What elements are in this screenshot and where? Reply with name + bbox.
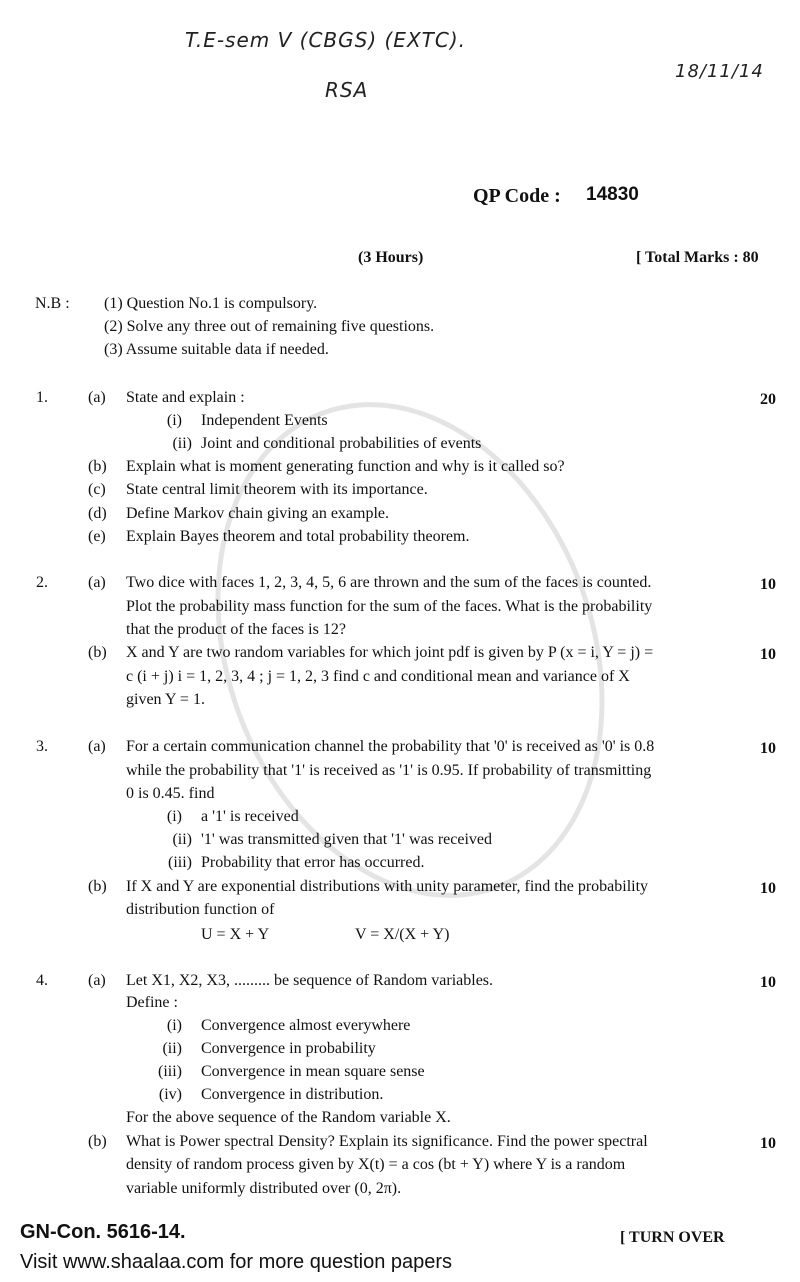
roman-label: (iv)	[158, 1086, 182, 1103]
question-text: For the above sequence of the Random variable X.	[126, 1109, 451, 1126]
sub-label: (c)	[88, 481, 106, 498]
marks: 10	[760, 740, 776, 757]
nb-item: (3) Assume suitable data if needed.	[104, 341, 329, 358]
question-text: Plot the probability mass function for the sum of the faces. What is the probability	[126, 598, 653, 615]
marks: 10	[760, 646, 776, 663]
question-number: 1.	[36, 389, 48, 406]
question-text: Define :	[126, 994, 178, 1011]
total-marks: [ Total Marks : 80	[636, 249, 759, 266]
question-text: density of random process given by X(t) = a cos (bt + Y) where Y is a random	[126, 1156, 626, 1173]
marks: 10	[760, 974, 776, 991]
footer-code: GN-Con. 5616-14.	[20, 1221, 186, 1243]
question-number: 4.	[36, 972, 48, 989]
question-text: Convergence in distribution.	[201, 1086, 384, 1103]
question-text: Joint and conditional probabilities of events	[201, 435, 482, 452]
question-text: If X and Y are exponential distributions with unity parameter, find the probability	[126, 878, 649, 895]
question-text: Let X1, X2, X3, ......... be sequence of Random variables.	[126, 972, 494, 989]
question-text: Explain Bayes theorem and total probability theorem.	[126, 528, 470, 545]
question-text: while the probability that '1' is received as '1' is 0.95. If probability of transmitting	[126, 762, 652, 779]
question-text: Probability that error has occurred.	[201, 854, 425, 871]
question-text: Explain what is moment generating function and why is it called so?	[126, 458, 565, 475]
turn-over: [ TURN OVER	[620, 1229, 725, 1246]
question-text: Convergence almost everywhere	[201, 1017, 411, 1034]
question-text: 0 is 0.45. find	[126, 785, 215, 802]
roman-label: (iii)	[158, 1063, 182, 1080]
sub-label: (b)	[88, 644, 107, 661]
formula: V = X/(X + Y)	[355, 926, 450, 943]
sub-label: (b)	[88, 878, 107, 895]
footer-visit-link[interactable]: Visit www.shaalaa.com for more question papers	[20, 1251, 453, 1273]
question-number: 2.	[36, 574, 48, 591]
handwritten-subject: RSA	[325, 78, 369, 102]
handwritten-date: 18/11/14	[675, 61, 764, 82]
roman-label: (i)	[166, 808, 182, 825]
sub-label: (a)	[88, 972, 106, 989]
question-text: For a certain communication channel the probability that '0' is received as '0' is 0.8	[126, 738, 655, 755]
roman-label: (iii)	[168, 854, 192, 871]
sub-label: (e)	[88, 528, 106, 545]
marks: 10	[760, 880, 776, 897]
marks: 10	[760, 1135, 776, 1152]
question-text: '1' was transmitted given that '1' was received	[201, 831, 492, 848]
question-text: State and explain :	[126, 389, 245, 406]
roman-label: (ii)	[172, 831, 192, 848]
qp-code-value: 14830	[586, 184, 639, 205]
sub-label: (b)	[88, 458, 107, 475]
sub-label: (a)	[88, 389, 106, 406]
question-text: given Y = 1.	[126, 691, 205, 708]
formula: U = X + Y	[201, 926, 270, 943]
sub-label: (a)	[88, 738, 106, 755]
nb-item: (2) Solve any three out of remaining five questions.	[104, 318, 435, 335]
question-number: 3.	[36, 738, 48, 755]
marks: 20	[760, 391, 776, 408]
question-text: a '1' is received	[201, 808, 299, 825]
question-text: c (i + j) i = 1, 2, 3, 4 ; j = 1, 2, 3 find c and conditional mean and variance of X	[126, 668, 630, 685]
qp-code-label: QP Code :	[473, 185, 561, 207]
duration: (3 Hours)	[358, 249, 424, 266]
question-text: that the product of the faces is 12?	[126, 621, 346, 638]
question-text: Convergence in probability	[201, 1040, 376, 1057]
marks: 10	[760, 576, 776, 593]
nb-item: (1) Question No.1 is compulsory.	[104, 295, 318, 312]
question-text: What is Power spectral Density? Explain its significance. Find the power spectral	[126, 1133, 648, 1150]
roman-label: (i)	[166, 412, 182, 429]
sub-label: (b)	[88, 1133, 107, 1150]
question-text: Convergence in mean square sense	[201, 1063, 425, 1080]
roman-label: (i)	[166, 1017, 182, 1034]
question-text: State central limit theorem with its importance.	[126, 481, 428, 498]
sub-label: (a)	[88, 574, 106, 591]
question-text: Two dice with faces 1, 2, 3, 4, 5, 6 are thrown and the sum of the faces is counted.	[126, 574, 652, 591]
sub-label: (d)	[88, 505, 107, 522]
nb-label: N.B :	[35, 295, 70, 312]
question-text: X and Y are two random variables for which joint pdf is given by P (x = i, Y = j) =	[126, 644, 654, 661]
roman-label: (ii)	[162, 1040, 182, 1057]
question-text: Define Markov chain giving an example.	[126, 505, 390, 522]
handwritten-header: T.E-sem V (CBGS) (EXTC).	[185, 28, 466, 52]
question-text: variable uniformly distributed over (0, 2π).	[126, 1180, 402, 1197]
question-text: distribution function of	[126, 901, 275, 918]
question-text: Independent Events	[201, 412, 328, 429]
roman-label: (ii)	[172, 435, 192, 452]
